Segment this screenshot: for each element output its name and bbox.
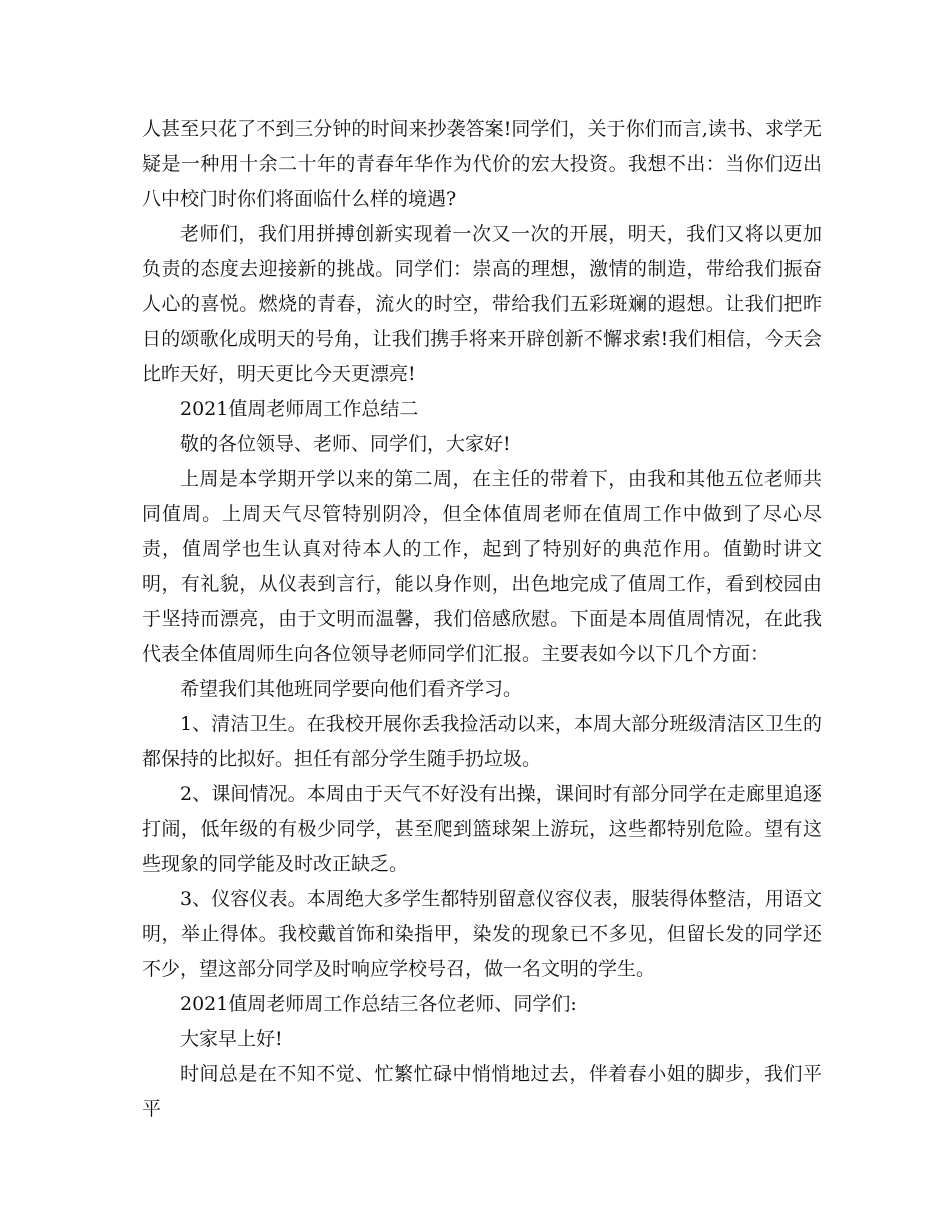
paragraph-item-appearance: 3、仪容仪表。本周绝大多学生都特别留意仪容仪表，服装得体整洁，用语文明，举止得体。我校戴首饰和染指甲，染发的现象已不多见，但留长发的同学还不少，望这部分同学及时响应学校号召，做一名文明的学生。 xyxy=(142,888,822,980)
document-body xyxy=(142,112,822,1127)
paragraph-item-recess: 2、课间情况。本周由于天气不好没有出操，课间时有部分同学在走廊里追逐打闹，低年级的有极少同学，甚至爬到篮球架上游玩，这些都特别危险。望有这些现象的同学能及时改正缺乏。 xyxy=(142,783,822,875)
section-heading-2: 2021值周老师周工作总结二 xyxy=(180,398,419,420)
paragraph-greeting-3: 大家早上好! xyxy=(180,1028,283,1050)
paragraph-learn-example: 希望我们其他班同学要向他们看齐学习。 xyxy=(180,678,523,700)
paragraph-greeting-2: 敬的各位领导、老师、同学们，大家好! xyxy=(180,433,511,455)
paragraph-teachers-address: 老师们，我们用拼搏创新实现着一次又一次的开展，明天，我们又将以更加负责的态度去迎接新的挑战。同学们：崇高的理想，激情的制造，带给我们振奋人心的喜悦。燃烧的青春，流火的时空，带给我们五彩斑斓的遐想。让我们把昨日的颂歌化成明天的号角，让我们携手将来开辟创新不懈求索!我们相信，今天会比昨天好，明天更比今天更漂亮! xyxy=(142,223,822,385)
paragraph-continued-intro: 人甚至只花了不到三分钟的时间来抄袭答案!同学们，关于你们而言,读书、求学无疑是一种用十余二十年的青春年华作为代价的宏大投资。我想不出：当你们迈出八中校门时你们将面临什么样的境遇? xyxy=(142,118,822,210)
paragraph-week-summary: 上周是本学期开学以来的第二周，在主任的带着下，由我和其他五位老师共同值周。上周天气尽管特别阴冷，但全体值周老师在值周工作中做到了尽心尽责，值周学也生认真对待本人的工作，起到了特别好的典范作用。值勤时讲文明，有礼貌，从仪表到言行，能以身作则，出色地完成了值周工作，看到校园由于坚持而漂亮，由于文明而温馨，我们倍感欣慰。下面是本周值周情况，在此我代表全体值周师生向各位领导老师同学们汇报。主要表如今以下几个方面： xyxy=(142,468,822,665)
paragraph-item-hygiene: 1、清洁卫生。在我校开展你丢我捡活动以来，本周大部分班级清洁区卫生的都保持的比拟好。担任有部分学生随手扔垃圾。 xyxy=(142,713,822,770)
section-heading-3: 2021值周老师周工作总结三各位老师、同学们: xyxy=(180,993,577,1015)
paragraph-time-passes: 时间总是在不知不觉、忙繁忙碌中悄悄地过去，伴着春小姐的脚步，我们平平 xyxy=(142,1063,822,1120)
